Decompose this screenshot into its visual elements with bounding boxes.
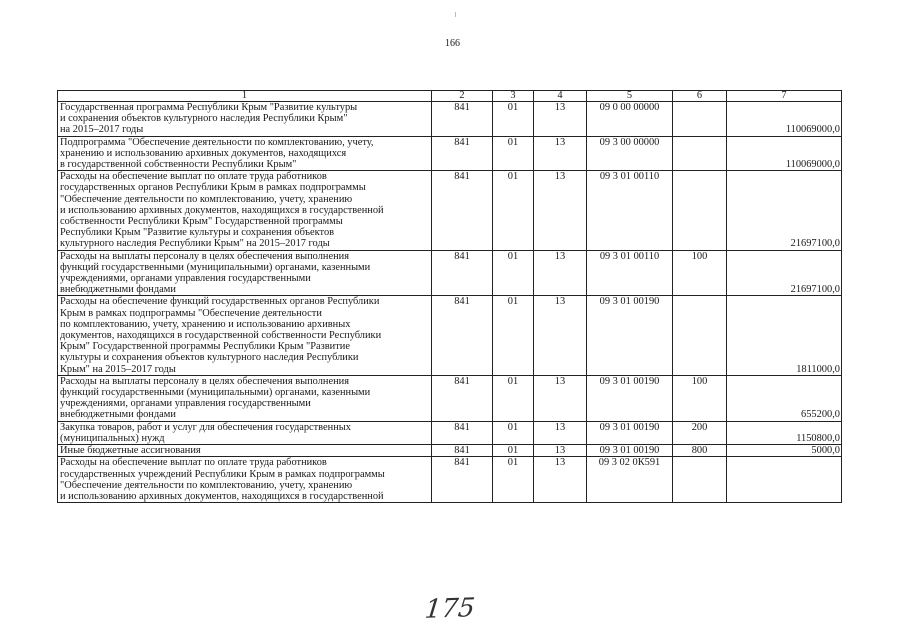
ministry-code: 841 [432, 102, 493, 137]
target-article-code: 09 3 01 00190 [587, 445, 673, 457]
expense-type-code: 800 [673, 445, 727, 457]
section-code: 01 [493, 296, 534, 375]
row-name: Расходы на выплаты персоналу в целях обеспечения выполнения функций государственными (муниципальными) органами, казенными учреждениями, органами управления государственными внебюджетными фондами [58, 250, 432, 296]
row-name: Закупка товаров, работ и услуг для обеспечения государственных (муниципальных) нужд [58, 421, 432, 444]
expense-type-code [673, 136, 727, 171]
target-article-code: 09 0 00 00000 [587, 102, 673, 137]
expense-type-code [673, 457, 727, 503]
amount: 110069000,0 [727, 102, 842, 137]
page-number: 166 [445, 38, 460, 49]
expense-type-code [673, 102, 727, 137]
subsection-code: 13 [534, 445, 587, 457]
subsection-code: 13 [534, 250, 587, 296]
subsection-code: 13 [534, 296, 587, 375]
amount: 655200,0 [727, 375, 842, 421]
section-code: 01 [493, 171, 534, 250]
expense-type-code: 100 [673, 250, 727, 296]
header-cell-7: 7 [727, 91, 842, 102]
header-row [58, 91, 842, 102]
ministry-code: 841 [432, 421, 493, 444]
row-name: Расходы на обеспечение выплат по оплате труда работников государственных учреждений Республики Крым в рамках подпрограммы "Обеспечение деятельности по комплектованию, учету, хранению и использованию архивных документов, находящихся в государственной [58, 457, 432, 503]
section-code: 01 [493, 445, 534, 457]
expense-type-code: 100 [673, 375, 727, 421]
scan-mark [455, 12, 456, 17]
handwritten-page-number: 175 [423, 593, 477, 625]
ministry-code: 841 [432, 171, 493, 250]
ministry-code: 841 [432, 136, 493, 171]
ministry-code: 841 [432, 445, 493, 457]
table-row [58, 250, 842, 296]
amount: 5000,0 [727, 445, 842, 457]
amount: 21697100,0 [727, 250, 842, 296]
header-cell-5: 5 [587, 91, 673, 102]
target-article-code: 09 3 01 00110 [587, 171, 673, 250]
table-row [58, 171, 842, 250]
section-code: 01 [493, 375, 534, 421]
subsection-code: 13 [534, 136, 587, 171]
row-name: Иные бюджетные ассигнования [58, 445, 432, 457]
table-row [58, 296, 842, 375]
row-name: Расходы на выплаты персоналу в целях обеспечения выполнения функций государственными (муниципальными) органами, казенными учреждениями, органами управления государственными внебюджетными фондами [58, 375, 432, 421]
row-name: Расходы на обеспечение функций государственных органов Республики Крым в рамках подпрограммы "Обеспечение деятельности по комплектованию, учету, хранению и использованию архивных документов, находящихся в государственной собственности Республики Крым" Государственной программы Республики Крым "Развитие культуры и сохранения объектов культурного наследия Республики Крым" на 2015–2017 годы [58, 296, 432, 375]
section-code: 01 [493, 102, 534, 137]
ministry-code: 841 [432, 375, 493, 421]
target-article-code: 09 3 00 00000 [587, 136, 673, 171]
amount [727, 457, 842, 503]
table-row [58, 102, 842, 137]
row-name: Подпрограмма "Обеспечение деятельности по комплектованию, учету, хранению и использованию архивных документов, находящихся в государственной собственности Республики Крым" [58, 136, 432, 171]
header-cell-6: 6 [673, 91, 727, 102]
header-cell-1: 1 [58, 91, 432, 102]
section-code: 01 [493, 250, 534, 296]
row-name: Государственная программа Республики Крым "Развитие культуры и сохранения объектов культурного наследия Республики Крым" на 2015–2017 годы [58, 102, 432, 137]
table-row [58, 457, 842, 503]
subsection-code: 13 [534, 375, 587, 421]
amount: 1811000,0 [727, 296, 842, 375]
header-cell-2: 2 [432, 91, 493, 102]
budget-table [57, 90, 842, 503]
target-article-code: 09 3 01 00190 [587, 375, 673, 421]
section-code: 01 [493, 136, 534, 171]
ministry-code: 841 [432, 457, 493, 503]
subsection-code: 13 [534, 457, 587, 503]
ministry-code: 841 [432, 296, 493, 375]
subsection-code: 13 [534, 171, 587, 250]
target-article-code: 09 3 01 00190 [587, 296, 673, 375]
header-cell-3: 3 [493, 91, 534, 102]
target-article-code: 09 3 02 0К591 [587, 457, 673, 503]
table-row [58, 375, 842, 421]
amount: 21697100,0 [727, 171, 842, 250]
expense-type-code [673, 296, 727, 375]
subsection-code: 13 [534, 102, 587, 137]
amount: 110069000,0 [727, 136, 842, 171]
ministry-code: 841 [432, 250, 493, 296]
table-row [58, 136, 842, 171]
table-row [58, 421, 842, 444]
target-article-code: 09 3 01 00190 [587, 421, 673, 444]
subsection-code: 13 [534, 421, 587, 444]
header-cell-4: 4 [534, 91, 587, 102]
target-article-code: 09 3 01 00110 [587, 250, 673, 296]
table-row [58, 445, 842, 457]
expense-type-code [673, 171, 727, 250]
row-name: Расходы на обеспечение выплат по оплате труда работников государственных органов Республики Крым в рамках подпрограммы "Обеспечение деятельности по комплектованию, учету, хранению и использованию архивных документов, находящихся в государственной собственности Республики Крым" Государственной программы Республики Крым "Развитие культуры и сохранения объектов культурного наследия Республики Крым" на 2015–2017 годы [58, 171, 432, 250]
section-code: 01 [493, 457, 534, 503]
amount: 1150800,0 [727, 421, 842, 444]
expense-type-code: 200 [673, 421, 727, 444]
section-code: 01 [493, 421, 534, 444]
